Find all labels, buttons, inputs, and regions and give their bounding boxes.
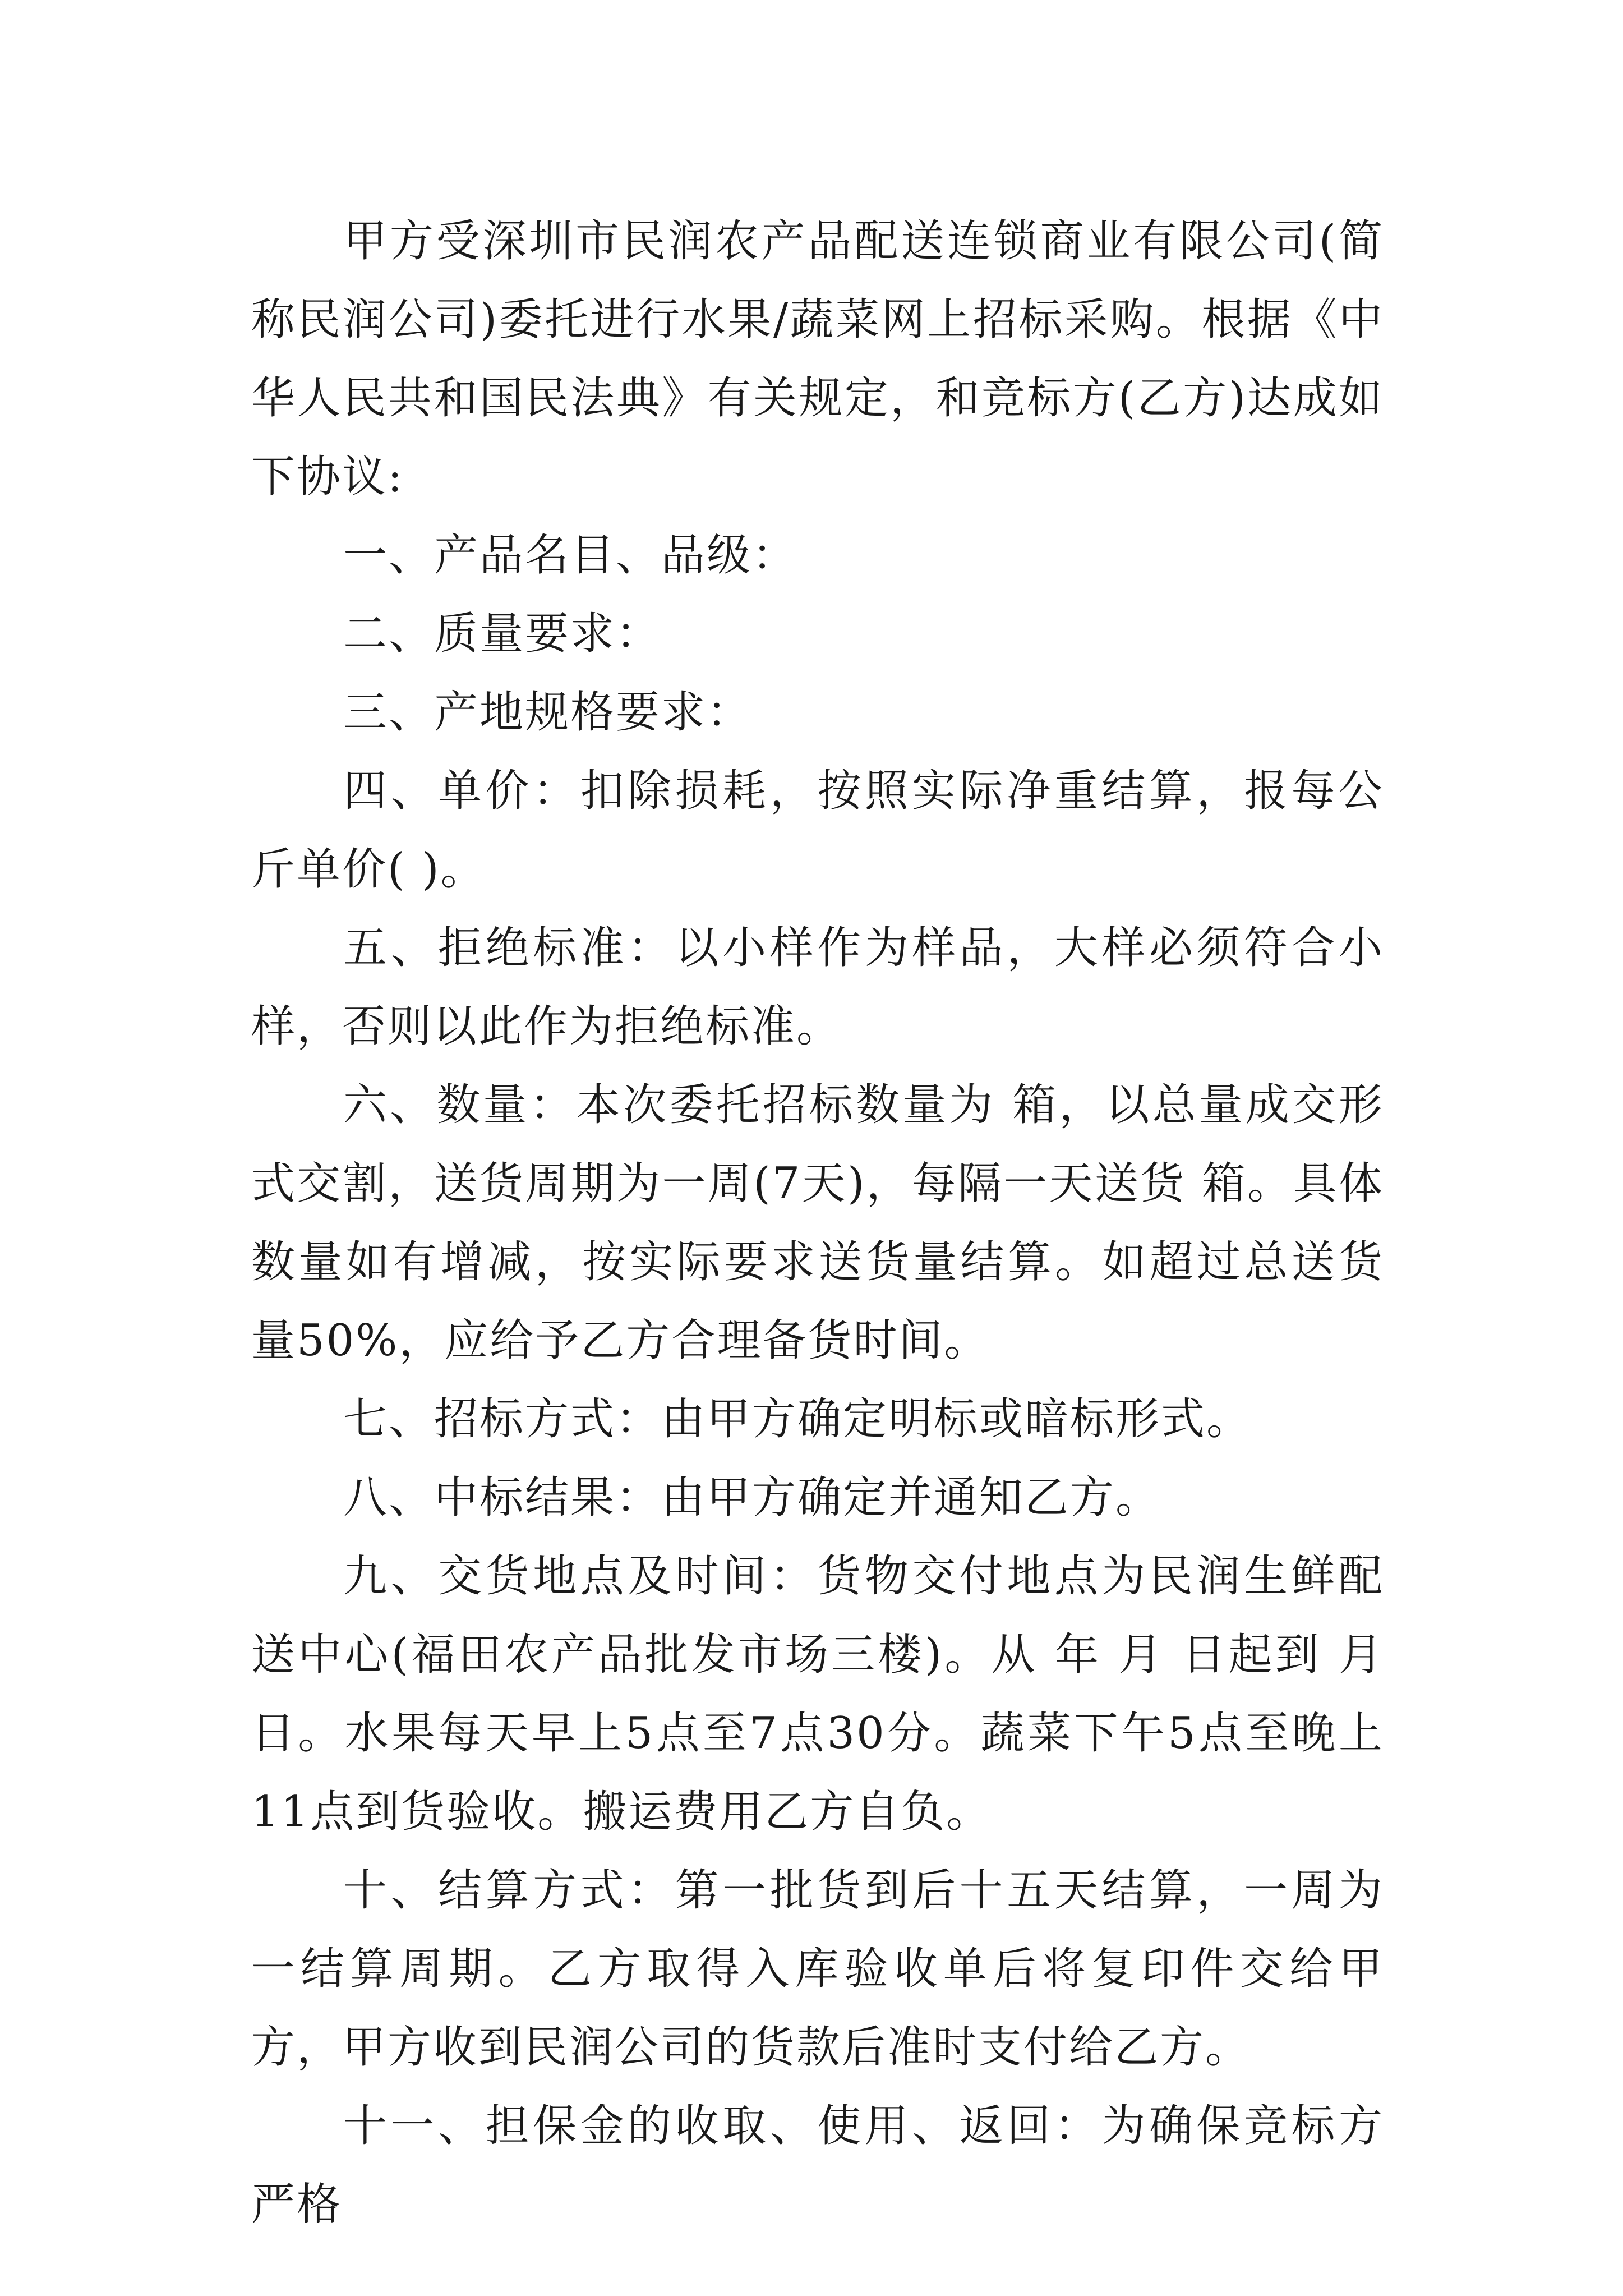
clause-3-origin-spec: 三、产地规格要求： (343, 687, 753, 738)
document-body (251, 202, 1384, 2244)
clause-9-delivery: 九、交货地点及时间：货物交付地点为民润生鲜配送中心(福田农产品批发市场三楼)。从 年 月 日起到 月 日。水果每天早上5点至7点30分。蔬菜下午5点至晚上11点到货验收。搬运费用乙方自负。 (251, 1551, 1384, 1837)
clause-11-deposit: 十一、担保金的收取、使用、返回：为确保竞标方严格 (251, 2101, 1384, 2230)
clause-2-quality: 二、质量要求： (343, 609, 662, 659)
paragraph-intro: 甲方受深圳市民润农产品配送连锁商业有限公司(简称民润公司)委托进行水果/蔬菜网上招标采购。根据《中华人民共和国民法典》有关规定，和竞标方(乙方)达成如下协议: (251, 216, 1384, 502)
clause-7-bidding-method: 七、招标方式：由甲方确定明标或暗标形式。 (343, 1394, 1252, 1444)
clause-1-product-grade: 一、产品名目、品级： (343, 530, 798, 581)
clause-6-quantity: 六、数量：本次委托招标数量为 箱，以总量成交形式交割，送货周期为一周(7天)，每隔一天送货 箱。具体数量如有增减，按实际要求送货量结算。如超过总送货量50%，应给予乙方合理备货时间。 (251, 1080, 1384, 1366)
clause-4-unit-price: 四、单价：扣除损耗，按照实际净重结算，报每公斤单价( )。 (251, 766, 1384, 895)
clause-10-settlement: 十、结算方式：第一批货到后十五天结算，一周为一结算周期。乙方取得入库验收单后将复印件交给甲方，甲方收到民润公司的货款后准时支付给乙方。 (251, 1865, 1384, 2073)
clause-5-rejection: 五、拒绝标准：以小样作为样品，大样必须符合小样，否则以此作为拒绝标准。 (251, 923, 1384, 1052)
clause-8-bid-result: 八、中标结果：由甲方确定并通知乙方。 (343, 1473, 1161, 1523)
